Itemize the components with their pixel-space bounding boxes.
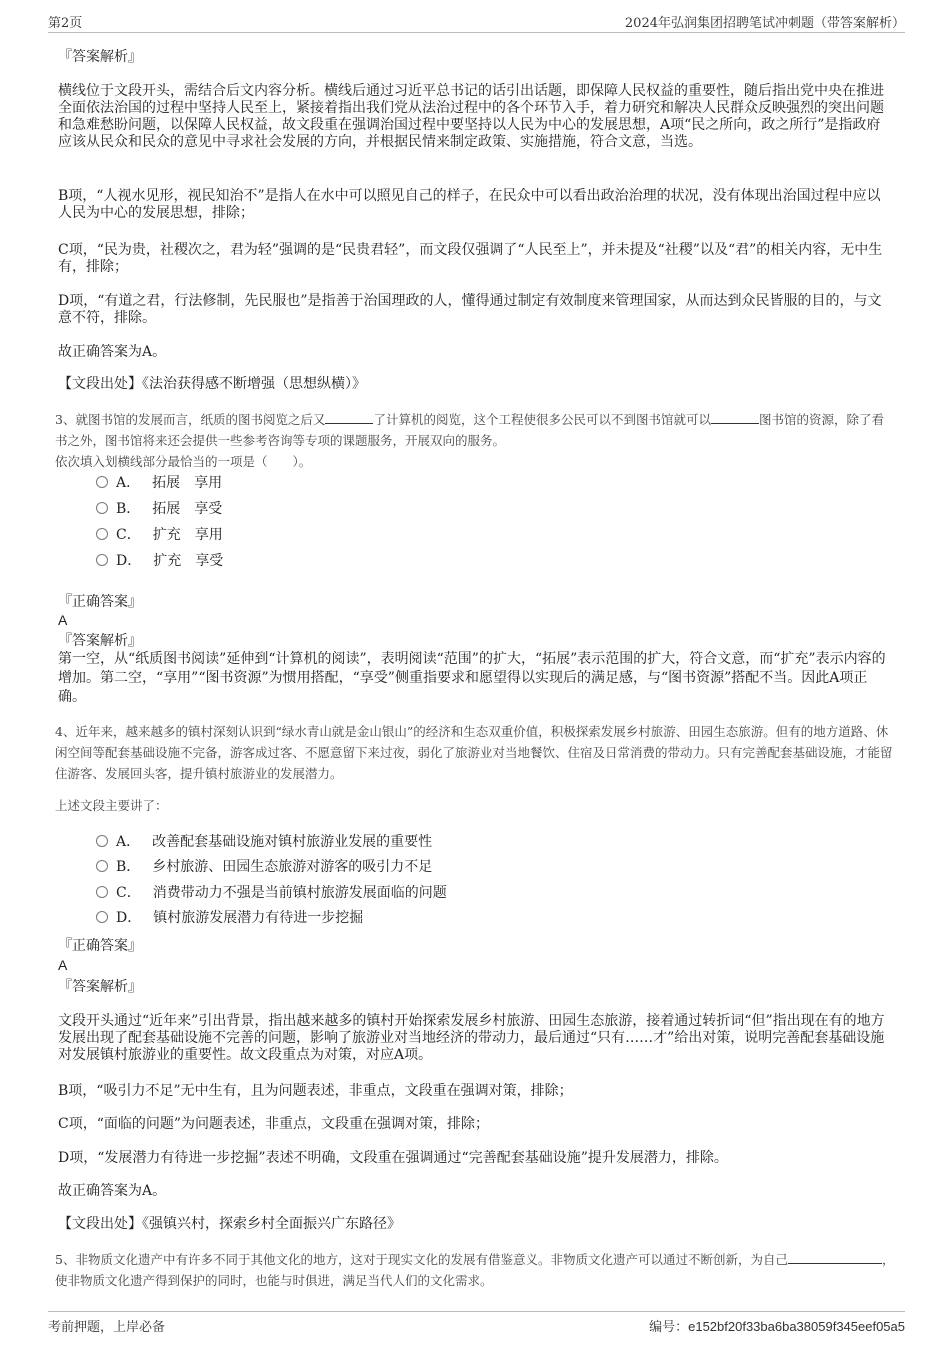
q3-stem-part3: 图书馆的资源，除了看书之外，图书馆将来还会提供一些参考咨询等专项的课题服务，开展双向的服务。 <box>55 412 884 448</box>
q3-answer: A <box>58 612 68 628</box>
page-header <box>48 12 905 33</box>
radio-icon[interactable] <box>96 528 108 540</box>
q2-analysis-option-b: B项，“人视水见形，视民知治不”是指人在水中可以照见自己的样子，在民众中可以看出政治治理的状况，没有体现出治国过程中应以人民为中心的发展思想，排除； <box>58 188 881 221</box>
q5-stem-part1: 5、非物质文化遗产中有许多不同于其他文化的地方，这对于现实文化的发展有借鉴意义。非物质文化遗产可以通过不断创新，为自己 <box>55 1252 788 1267</box>
q3-analysis-label: 『答案解析』 <box>58 633 142 649</box>
q2-analysis-option-c: C项，“民为贵，社稷次之，君为轻”强调的是“民贵君轻”，而文段仅强调了“人民至上”，并未提及“社稷”以及“君”的相关内容，无中生有，排除； <box>58 242 883 275</box>
q5-blank-1 <box>788 1251 882 1264</box>
q2-conclusion: 故正确答案为A。 <box>58 344 167 360</box>
q4-option-a[interactable]: A． 改善配套基础设施对镇村旅游业发展的重要性 <box>96 833 432 851</box>
q3-option-c[interactable]: C． 扩充 享用 <box>96 526 237 544</box>
q4-stem: 4、近年来，越来越多的镇村深刻认识到“绿水青山就是金山银山”的经济和生态双重价值，积极探索发展乡村旅游、田园生态旅游。但有的地方道路、休闲空间等配套基础设施不完备，游客成过客、不愿意留下来过夜，弱化了旅游业对当地餐饮、住宿及日常消费的带动力。只有完善配套基础设施，才能留住游客、发展回头客，提升镇村旅游业的发展潜力。 <box>55 724 893 781</box>
footer-id-label: 编号： <box>649 1320 689 1335</box>
q4-analysis-option-b: B项，“吸引力不足”无中生有，且为问题表述，非重点，文段重在强调对策，排除； <box>58 1083 573 1099</box>
q4-conclusion: 故正确答案为A。 <box>58 1183 167 1199</box>
q3-stem-part1: 3、就图书馆的发展而言，纸质的图书阅览之后又 <box>55 412 326 427</box>
radio-icon[interactable] <box>96 860 108 872</box>
footer-id-code: e152bf20f33ba6ba38059f345eef05a5 <box>688 1319 905 1334</box>
q4-source: 【文段出处】《强镇兴村，探索乡村全面振兴广东路径》 <box>58 1216 401 1232</box>
footer-slogan: 考前押题，上岸必备 <box>48 1320 166 1335</box>
q3-analysis: 第一空，从“纸质图书阅读”延伸到“计算机的阅读”，表明阅读“范围”的扩大，“拓展”表示范围的扩大，符合文意，而“扩充”表示内容的增加。第二空，“享用”“图书资源”为惯用搭配，“享受”侧重指要求和愿望得以实现后的满足感，与“图书资源”搭配不当。因此A项正确。 <box>58 651 886 705</box>
q4-analysis-para1: 文段开头通过“近年来”引出背景，指出越来越多的镇村开始探索发展乡村旅游、田园生态旅游，接着通过转折词“但”指出现在有的地方发展出现了配套基础设施不完善的问题，影响了旅游业对当地经济的带动力，最后通过“只有……才”给出对策，说明完善配套基础设施对发展镇村旅游业的重要性。故文段重点为对策，对应A项。 <box>58 1013 885 1063</box>
q2-analysis-label: 『答案解析』 <box>58 49 142 65</box>
q3-stem-part2: 了计算机的阅览，这个工程使很多公民可以不到图书馆就可以 <box>373 412 711 427</box>
radio-icon[interactable] <box>96 886 108 898</box>
q3-stem <box>55 409 895 472</box>
radio-icon[interactable] <box>96 911 108 923</box>
q2-source: 【文段出处】《法治获得感不断增强（思想纵横）》 <box>58 376 366 392</box>
q2-analysis-para1: 横线位于文段开头，需结合后文内容分析。横线后通过习近平总书记的话引出话题，即保障人民权益的重要性，随后指出党中央在推进全面依法治国的过程中坚持人民至上，紧接着指出我们党从法治过程中的各个环节入手，着力研究和解决人民群众反映强烈的突出问题和急难愁盼问题，以保障人民权益，故文段重在强调治国过程中要坚持以人民为中心的发展思想，A项“民之所向，政之所行”是指政府应该从民众和民众的意见中寻求社会发展的方向，并根据民情来制定政策、实施措施，符合文意，当选。 <box>58 83 884 150</box>
radio-icon[interactable] <box>96 476 108 488</box>
q3-option-d[interactable]: D． 扩充 享受 <box>96 552 237 570</box>
footer-id <box>649 1316 905 1335</box>
q2-analysis-option-d: D项，“有道之君，行法修制，先民服也”是指善于治国理政的人，懂得通过制定有效制度来管理国家，从而达到众民皆服的目的，与文意不符，排除。 <box>58 293 882 326</box>
radio-icon[interactable] <box>96 554 108 566</box>
q4-option-c[interactable]: C． 消费带动力不强是当前镇村旅游发展面临的问题 <box>96 884 447 902</box>
q3-blank-1 <box>325 411 373 424</box>
document-title: 2024年弘润集团招聘笔试冲刺题（带答案解析） <box>624 16 905 31</box>
q4-option-d[interactable]: D． 镇村旅游发展潜力有待进一步挖掘 <box>96 909 363 927</box>
radio-icon[interactable] <box>96 835 108 847</box>
q5-stem <box>55 1249 895 1291</box>
q4-answer-label: 『正确答案』 <box>58 938 142 954</box>
q4-analysis-option-c: C项，“面临的问题”为问题表述，非重点，文段重在强调对策，排除； <box>58 1116 490 1132</box>
q4-instruction: 上述文段主要讲了： <box>55 798 168 813</box>
q3-option-a[interactable]: A． 拓展 享用 <box>96 474 236 492</box>
q3-option-b[interactable]: B． 拓展 享受 <box>96 500 236 518</box>
q4-answer: A <box>58 957 68 973</box>
q4-analysis-option-d: D项，“发展潜力有待进一步挖掘”表述不明确，文段重在强调通过“完善配套基础设施”提升发展潜力，排除。 <box>58 1150 728 1166</box>
page-footer <box>48 1311 905 1334</box>
q3-blank-2 <box>711 411 759 424</box>
q3-instruction: 依次填入划横线部分最恰当的一项是（ ）。 <box>55 454 312 469</box>
q3-answer-label: 『正确答案』 <box>58 594 142 610</box>
page-number: 第2页 <box>48 16 83 31</box>
q5-stem-part2: ，使非物质文化遗产得到保护的同时，也能与时俱进，满足当代人们的文化需求。 <box>55 1252 895 1288</box>
q4-option-b[interactable]: B． 乡村旅游、田园生态旅游对游客的吸引力不足 <box>96 858 432 876</box>
q4-analysis-label: 『答案解析』 <box>58 979 142 995</box>
radio-icon[interactable] <box>96 502 108 514</box>
